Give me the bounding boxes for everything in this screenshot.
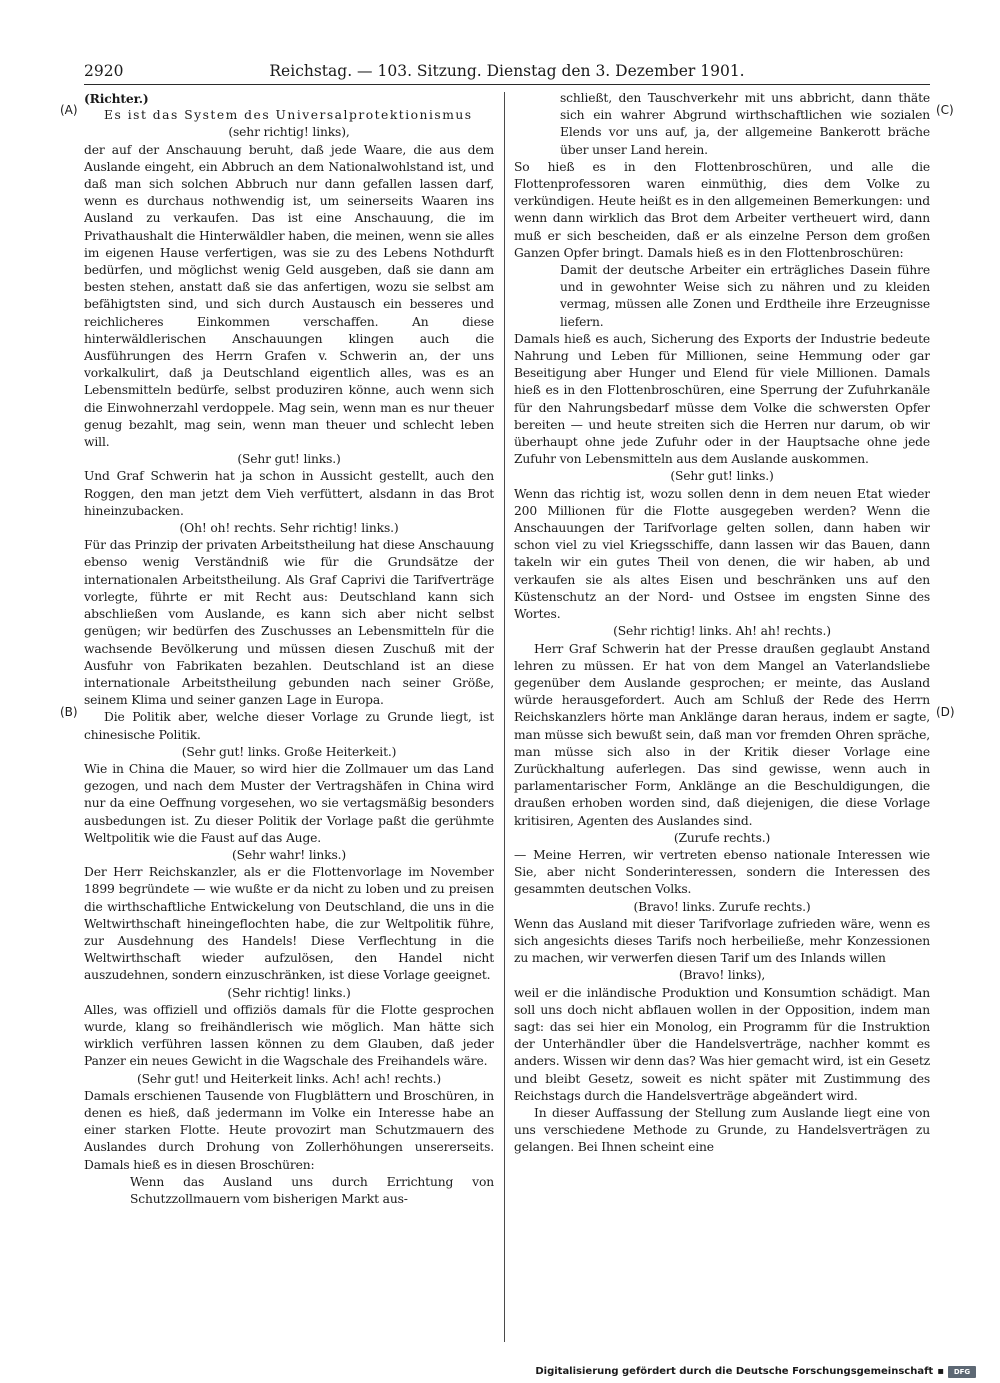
interjection: (Bravo! links), (678, 968, 766, 983)
margin-marker-d: (D) (936, 705, 955, 719)
page-header (84, 58, 930, 84)
body-paragraph: Damals erschienen Tausende von Flugblättern und Broschüren, in denen es hieß, daß jedermann im Volke ein Interesse habe an einer starken Flotte. Heute provozirt man Schutzmauern des Auslandes durch Drohung von Zollerhöhungen unsererseits. Damals hieß es in diesen Broschüren: (84, 1088, 494, 1172)
page-number: 2920 (84, 62, 124, 80)
body-paragraph: Damals hieß es auch, Sicherung des Exports der Industrie bedeute Nahrung und Leben für Millionen, seine Hemmung oder gar Beseitigung aber Hunger und Elend für viele Millionen. Damals hieß es in den Flottenbroschüren, eine Sperrung der Zufuhrkanäle für den Nahrungsbedarf müsse dem Volke die schwersten Opfer bereiten — und heute streiten sich die Herren nur darum, ob wir überhaupt ohne jede Zufuhr oder in der Hauptsache ohne jede Zufuhr von Lebensmitteln aus dem Auslande auskommen. (514, 331, 930, 467)
body-paragraph: Alles, was offiziell und offiziös damals für die Flotte gesprochen wurde, klang so freihändlerisch wie möglich. Man hätte sich wirklich verführen lassen können zu dem Glauben, daß jeder Panzer ein neues Gewicht in die Wagschale des Freihandels wäre. (84, 1002, 494, 1069)
footer-credit (535, 1364, 976, 1380)
quoted-passage: Damit der deutsche Arbeiter ein erträgliches Dasein führe und in gewohnter Weise sich zu nähren und zu kleiden vermag, müssen alle Zonen und Erdtheile ihre Erzeugnisse liefern. (560, 263, 930, 329)
body-paragraph: Wenn das Ausland mit dieser Tarifvorlage zufrieden wäre, wenn es sich angesichts dieses Tarifs noch herbeiließe, mehr Konzessionen zu machen, wir verwerfen diesen Tarif um des Inlands willen (514, 916, 930, 966)
right-column (514, 90, 930, 1352)
margin-marker-a: (A) (60, 103, 78, 117)
emphasized-line: Es ist das System des Universalprotektionismus (104, 108, 473, 123)
interjection: (Sehr gut! und Heiterkeit links. Ach! ach! rechts.) (136, 1071, 442, 1086)
body-paragraph: So hieß es in den Flottenbroschüren, und alle die Flottenprofessoren waren einmüthig, dies dem Volke zu verkündigen. Heute heißt es in den allgemeinen Bemerkungen: und wenn dann wirklich das Brot dem Arbeiter vertheuert wird, dann muß er sich bescheiden, daß er als einzelne Person dem großen Ganzen Opfer bringt. Damals hieß es in den Flottenbroschüren: (514, 159, 930, 260)
interjection: (Sehr gut! links.) (670, 469, 774, 484)
body-paragraph: Wenn das richtig ist, wozu sollen denn in dem neuen Etat wieder 200 Millionen für die Flotte ausgegeben werden? Wenn die Anschauungen der Tarifvorlage gelten sollen, dann haben wir schon viel zu viel Kriegsschiffe, dann lassen wir das Bauen, dann takeln wir ein gutes Theil von denen, die wir haben, ab und verkaufen sie als altes Eisen und beschränken uns auf den Küstenschutz an der Nord- und Ostsee im engsten Sinne des Wortes. (514, 486, 930, 622)
speaker-name: (Richter.) (84, 91, 149, 106)
body-paragraph: der auf der Anschauung beruht, daß jede Waare, die aus dem Auslande eingeht, ein Abbruch an dem Nationalwohlstand ist, und daß man sich solchen Abbruch nur dann gefallen lassen darf, wenn es durchaus nothwendig ist, um seinerseits Waaren ins Ausland zu verkaufen. Das ist eine Anschauung, die im Privathaushalt die Hinterwäldler haben, die meinen, wenn sie alles im eigenen Hause verfertigen, was sie zu des Lebens Nothdurft bedürfen, und möglichst wenig Geld ausgeben, daß sie dann am besten stehen, anstatt daß sie das anfertigen, wozu sie selbst am befähigtsten sind, und sich durch Austausch ein besseres und reichlicheres Einkommen verschaffen. An diese hinterwäldlerischen Anschauungen klingen auch die Ausführungen des Herrn Grafen v. Schwerin an, der uns vorkalkulirt, daß ja Deutschland eigentlich alles, was es an Lebensmitteln bedürfe, selbst produziren könne, auch wenn sich die Einwohnerzahl verdoppele. Mag sein, wenn man es nur theuer genug bezahlt, mag sein, wenn man theuer und schlecht leben will. (84, 142, 494, 450)
running-title: Reichstag. — 103. Sitzung. Dienstag den 3. Dezember 1901. (269, 62, 745, 80)
body-paragraph: Für das Prinzip der privaten Arbeitstheilung hat diese Anschauung ebenso wenig Verständniß wie für die Grundsätze der internationalen Arbeitstheilung. Als Graf Caprivi die Tarifverträge vorlegte, führte er mit Recht aus: Deutschland kann sich abschließen vom Auslande, es kann sich aber nicht selbst genügen; wir bedürfen des Zuschusses an Lebensmitteln für die wachsende Bevölkerung und müssen diesen Zuschuß mit der Ausfuhr von Fabrikaten bezahlen. Deutschland ist an diese internationale Arbeitstheilung gebunden nach seiner Größe, seinem Klima und seiner ganzen Lage in Europa. (84, 538, 494, 708)
footer-text: Digitalisierung gefördert durch die Deutsche Forschungsgemeinschaft (535, 1366, 934, 1377)
footer-separator-icon: ▪ (937, 1366, 944, 1377)
column-divider (504, 92, 505, 1342)
interjection: (Sehr gut! links. Große Heiterkeit.) (181, 744, 397, 759)
body-paragraph: Der Herr Reichskanzler, als er die Flottenvorlage im November 1899 begründete — wie wußte er da nicht zu loben und zu preisen die wirthschaftliche Entwickelung von Deutschland, die uns in die Weltwirthschaft hineingeflochten habe, die zur Weltpolitik führe, zur Ausdehnung des Handels! Diese Verflechtung in die Weltwirthschaft wieder aufzulösen, den Handel nicht auszudehnen, sondern einzuschränken, ist diese Vorlage geeignet. (84, 865, 494, 983)
interjection: (Sehr wahr! links.) (231, 847, 347, 862)
quoted-passage: schließt, den Tauschverkehr mit uns abbricht, dann thäte sich ein wahrer Abgrund wirthschaftlichen wie sozialen Elends vor uns auf, ja, der allgemeine Bankerott bräche über unser Land herein. (560, 91, 930, 157)
body-paragraph: In dieser Auffassung der Stellung zum Auslande liegt eine von uns verschiedene Methode zu Grunde, zu Handelsverträgen zu gelangen. Bei Ihnen scheint eine (514, 1105, 930, 1155)
interjection: (Zurufe rechts.) (673, 830, 771, 845)
margin-marker-c: (C) (936, 103, 954, 117)
body-paragraph: — Meine Herren, wir vertreten ebenso nationale Interessen wie Sie, aber nicht Sonderinteressen, sondern die Interessen des gesammten deutschen Volks. (514, 847, 930, 897)
interjection: (sehr richtig! links), (228, 125, 350, 140)
body-paragraph: Herr Graf Schwerin hat der Presse draußen geglaubt Anstand lehren zu müssen. Er hat von dem Mangel an Vaterlandsliebe gegenüber dem Auslande gesprochen; er meinte, das Ausland würde herausgefordert. Auch am Schluß der Rede des Herrn Reichskanzlers hörte man Anklänge daran heraus, indem er sagte, man müsse sich bewußt sein, daß man vor fremden Ohren spräche, man müsse sich also in der Kritik dieser Vorlage eine Zurückhaltung auferlegen. Das sind gewisse, wenn auch in parlamentarischer Form, Anklänge an die Beschuldigungen, die draußen erhoben worden sind, daß diejenigen, die diese Vorlage kritisiren, Agenten des Auslandes sind. (514, 641, 930, 828)
left-column (84, 90, 494, 1352)
body-paragraph: Wie in China die Mauer, so wird hier die Zollmauer um das Land gezogen, und nach dem Muster der Vertragshäfen in China wird nur da eine Oeffnung vorgesehen, wo sie vertagsmäßig besonders ausbedungen ist. Zu dieser Politik der Vorlage paßt die gerühmte Weltpolitik wie die Faust auf das Auge. (84, 761, 494, 845)
body-paragraph: Und Graf Schwerin hat ja schon in Aussicht gestellt, auch den Roggen, den man jetzt dem Vieh verfüttert, alsdann in das Brot hineinzubacken. (84, 469, 494, 518)
body-paragraph: weil er die inländische Produktion und Konsumtion schädigt. Man soll uns doch nicht abflauen wollen in der Opposition, indem man sagt: das sei hier ein Monolog, ein Programm für die Instruktion der Unterhändler über die Handelsverträge, nachher kommt es anders. Wissen wir denn das? Was hier gemacht wird, ist ein Gesetz und bleibt Gesetz, soweit es nicht später mit Zustimmung des Reichstags durch die Handelsverträge abgeändert wird. (514, 985, 930, 1103)
interjection: (Bravo! links. Zurufe rechts.) (633, 899, 811, 914)
interjection: (Sehr gut! links.) (237, 452, 341, 467)
interjection: (Sehr richtig! links. Ah! ah! rechts.) (613, 624, 831, 639)
quoted-passage: Wenn das Ausland uns durch Errichtung von Schutzzollmauern vom bisherigen Markt aus- (130, 1174, 494, 1206)
interjection: (Sehr richtig! links.) (227, 985, 351, 1000)
header-rule (84, 84, 930, 85)
margin-marker-b: (B) (60, 705, 78, 719)
dfg-logo-icon: DFG (948, 1366, 976, 1378)
body-paragraph: Die Politik aber, welche dieser Vorlage zu Grunde liegt, ist chinesische Politik. (84, 710, 494, 742)
interjection: (Oh! oh! rechts. Sehr richtig! links.) (179, 521, 399, 536)
